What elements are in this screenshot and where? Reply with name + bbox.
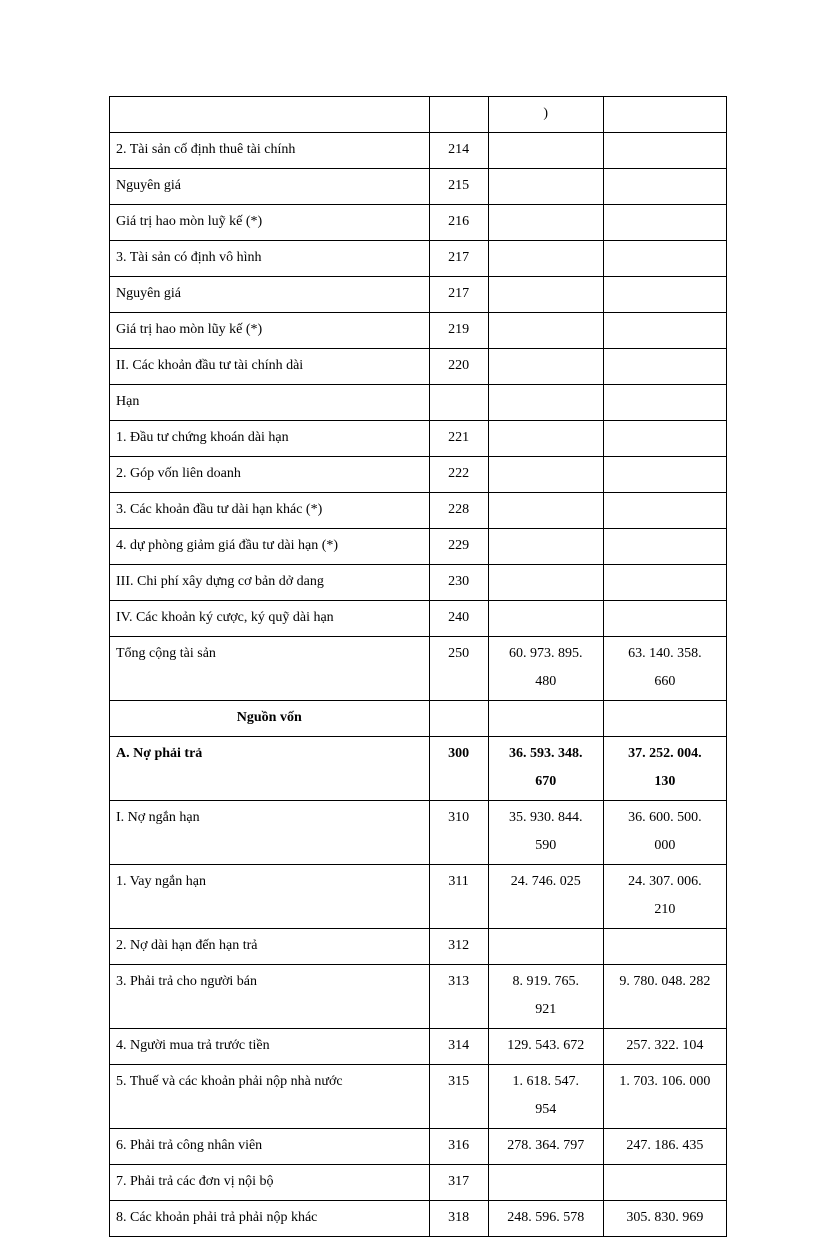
row-code: 300 bbox=[429, 737, 488, 801]
row-name: 7. Phải trả các đơn vị nội bộ bbox=[110, 1165, 430, 1201]
section-heading: Nguồn vốn bbox=[110, 701, 430, 737]
row-value-2 bbox=[603, 737, 726, 801]
table-row bbox=[110, 1201, 727, 1237]
table-row bbox=[110, 737, 727, 801]
row-value-1: 24. 746. 025 bbox=[488, 865, 603, 929]
value-line-2: 660 bbox=[654, 674, 676, 689]
table-row bbox=[110, 421, 727, 457]
row-value-1 bbox=[488, 385, 603, 421]
row-value-1 bbox=[488, 457, 603, 493]
row-value-2 bbox=[603, 169, 726, 205]
row-name: Nguyên giá bbox=[110, 277, 430, 313]
row-name: 2. Tài sản cố định thuê tài chính bbox=[110, 133, 430, 169]
row-name: 3. Các khoản đầu tư dài hạn khác (*) bbox=[110, 493, 430, 529]
row-code: 215 bbox=[429, 169, 488, 205]
row-value-1 bbox=[488, 601, 603, 637]
row-code: 312 bbox=[429, 929, 488, 965]
row-code: 216 bbox=[429, 205, 488, 241]
row-value-1 bbox=[488, 565, 603, 601]
row-code: 221 bbox=[429, 421, 488, 457]
row-code: 230 bbox=[429, 565, 488, 601]
row-name: 4. Người mua trả trước tiền bbox=[110, 1029, 430, 1065]
row-code: 315 bbox=[429, 1065, 488, 1129]
row-value-1 bbox=[488, 133, 603, 169]
row-value-2 bbox=[603, 97, 726, 133]
row-code bbox=[429, 97, 488, 133]
row-value-2 bbox=[603, 637, 726, 701]
row-name: 5. Thuế và các khoản phải nộp nhà nước bbox=[110, 1065, 430, 1129]
row-value-1 bbox=[488, 349, 603, 385]
row-value-2 bbox=[603, 313, 726, 349]
table-row bbox=[110, 1065, 727, 1129]
row-value-1 bbox=[488, 929, 603, 965]
value-line-2: 921 bbox=[535, 1002, 557, 1017]
row-value-1 bbox=[488, 1165, 603, 1201]
row-name: 6. Phải trả công nhân viên bbox=[110, 1129, 430, 1165]
table-row bbox=[110, 529, 727, 565]
row-name: III. Chi phí xây dựng cơ bản dở dang bbox=[110, 565, 430, 601]
value-line-2: 590 bbox=[535, 838, 557, 853]
table-row bbox=[110, 601, 727, 637]
table-row bbox=[110, 133, 727, 169]
table-row bbox=[110, 929, 727, 965]
row-name: Hạn bbox=[110, 385, 430, 421]
value-line-1: 36. 593. 348. bbox=[508, 746, 583, 761]
table-row bbox=[110, 169, 727, 205]
table-row bbox=[110, 701, 727, 737]
row-value-2: 247. 186. 435 bbox=[603, 1129, 726, 1165]
row-code: 313 bbox=[429, 965, 488, 1029]
value-line-1: 1. 618. 547. bbox=[512, 1074, 579, 1089]
row-code: 240 bbox=[429, 601, 488, 637]
row-value-1 bbox=[488, 1065, 603, 1129]
row-name: Nguyên giá bbox=[110, 169, 430, 205]
row-name: Giá trị hao mòn lũy kế (*) bbox=[110, 313, 430, 349]
row-value-1 bbox=[488, 313, 603, 349]
row-name: IV. Các khoản ký cược, ký quỹ dài hạn bbox=[110, 601, 430, 637]
row-name: 1. Vay ngắn hạn bbox=[110, 865, 430, 929]
value-line-1: 63. 140. 358. bbox=[628, 646, 702, 661]
row-code: 314 bbox=[429, 1029, 488, 1065]
row-code: 214 bbox=[429, 133, 488, 169]
row-code: 316 bbox=[429, 1129, 488, 1165]
table-row bbox=[110, 313, 727, 349]
row-name bbox=[110, 97, 430, 133]
value-line-2: 000 bbox=[654, 838, 676, 853]
value-line-1: 8. 919. 765. bbox=[512, 974, 579, 989]
row-value-2 bbox=[603, 421, 726, 457]
row-code bbox=[429, 385, 488, 421]
row-value-1: 278. 364. 797 bbox=[488, 1129, 603, 1165]
table-row bbox=[110, 637, 727, 701]
row-value-2 bbox=[603, 929, 726, 965]
row-name: 4. dự phòng giảm giá đầu tư dài hạn (*) bbox=[110, 529, 430, 565]
row-value-2: 257. 322. 104 bbox=[603, 1029, 726, 1065]
row-code: 310 bbox=[429, 801, 488, 865]
row-value-1 bbox=[488, 241, 603, 277]
row-value-1 bbox=[488, 277, 603, 313]
row-code bbox=[429, 701, 488, 737]
value-line-1: 35. 930. 844. bbox=[508, 810, 583, 825]
value-line-1: 60. 973. 895. bbox=[508, 646, 583, 661]
row-value-1 bbox=[488, 529, 603, 565]
row-value-1 bbox=[488, 965, 603, 1029]
row-value-2 bbox=[603, 801, 726, 865]
row-value-2 bbox=[603, 601, 726, 637]
value-line-2: 210 bbox=[654, 902, 676, 917]
value-line-1: 37. 252. 004. bbox=[628, 746, 702, 761]
row-value-2 bbox=[603, 385, 726, 421]
table-row bbox=[110, 493, 727, 529]
row-value-1 bbox=[488, 205, 603, 241]
row-value-1 bbox=[488, 637, 603, 701]
row-code: 220 bbox=[429, 349, 488, 385]
value-line-2: 130 bbox=[654, 774, 676, 789]
table-row bbox=[110, 965, 727, 1029]
row-code: 250 bbox=[429, 637, 488, 701]
row-value-2: 305. 830. 969 bbox=[603, 1201, 726, 1237]
row-value-2 bbox=[603, 1165, 726, 1201]
row-name: 2. Nợ dài hạn đến hạn trả bbox=[110, 929, 430, 965]
row-code: 229 bbox=[429, 529, 488, 565]
row-name: 1. Đầu tư chứng khoán dài hạn bbox=[110, 421, 430, 457]
row-value-1: ) bbox=[488, 97, 603, 133]
row-value-1 bbox=[488, 701, 603, 737]
value-line-1: 36. 600. 500. bbox=[628, 810, 702, 825]
row-value-2: 1. 703. 106. 000 bbox=[603, 1065, 726, 1129]
table-row bbox=[110, 277, 727, 313]
row-value-2 bbox=[603, 349, 726, 385]
row-value-1: 248. 596. 578 bbox=[488, 1201, 603, 1237]
table-row bbox=[110, 385, 727, 421]
row-value-2 bbox=[603, 277, 726, 313]
row-code: 311 bbox=[429, 865, 488, 929]
row-value-1 bbox=[488, 801, 603, 865]
row-name: Tổng cộng tài sản bbox=[110, 637, 430, 701]
row-value-1 bbox=[488, 421, 603, 457]
row-code: 219 bbox=[429, 313, 488, 349]
table-row bbox=[110, 801, 727, 865]
table-row bbox=[110, 241, 727, 277]
table-row bbox=[110, 457, 727, 493]
row-name: 3. Phải trả cho người bán bbox=[110, 965, 430, 1029]
table-row bbox=[110, 205, 727, 241]
row-value-2 bbox=[603, 205, 726, 241]
table-row bbox=[110, 1129, 727, 1165]
table-row bbox=[110, 349, 727, 385]
table-row bbox=[110, 565, 727, 601]
row-value-1 bbox=[488, 493, 603, 529]
row-value-2 bbox=[603, 565, 726, 601]
table-row bbox=[110, 97, 727, 133]
row-code: 217 bbox=[429, 241, 488, 277]
row-value-2 bbox=[603, 133, 726, 169]
value-line-1: 24. 307. 006. bbox=[628, 874, 702, 889]
value-line-2: 480 bbox=[535, 674, 557, 689]
row-value-1 bbox=[488, 169, 603, 205]
value-line-2: 954 bbox=[535, 1102, 557, 1117]
row-code: 222 bbox=[429, 457, 488, 493]
table-row bbox=[110, 865, 727, 929]
row-code: 318 bbox=[429, 1201, 488, 1237]
row-value-2 bbox=[603, 529, 726, 565]
row-name: II. Các khoản đầu tư tài chính dài bbox=[110, 349, 430, 385]
row-value-2: 9. 780. 048. 282 bbox=[603, 965, 726, 1029]
row-code: 317 bbox=[429, 1165, 488, 1201]
row-code: 228 bbox=[429, 493, 488, 529]
row-value-2 bbox=[603, 701, 726, 737]
row-code: 217 bbox=[429, 277, 488, 313]
row-value-2 bbox=[603, 493, 726, 529]
table-row bbox=[110, 1165, 727, 1201]
row-name: 8. Các khoản phải trả phải nộp khác bbox=[110, 1201, 430, 1237]
row-name: 2. Góp vốn liên doanh bbox=[110, 457, 430, 493]
table-row bbox=[110, 1029, 727, 1065]
row-name: I. Nợ ngắn hạn bbox=[110, 801, 430, 865]
row-name: A. Nợ phải trả bbox=[110, 737, 430, 801]
row-value-1: 129. 543. 672 bbox=[488, 1029, 603, 1065]
balance-sheet-table bbox=[109, 96, 727, 1237]
row-name: 3. Tài sản có định vô hình bbox=[110, 241, 430, 277]
row-value-1 bbox=[488, 737, 603, 801]
value-line-2: 670 bbox=[535, 774, 557, 789]
row-value-2 bbox=[603, 241, 726, 277]
row-name: Giá trị hao mòn luỹ kế (*) bbox=[110, 205, 430, 241]
row-value-2 bbox=[603, 865, 726, 929]
row-value-2 bbox=[603, 457, 726, 493]
